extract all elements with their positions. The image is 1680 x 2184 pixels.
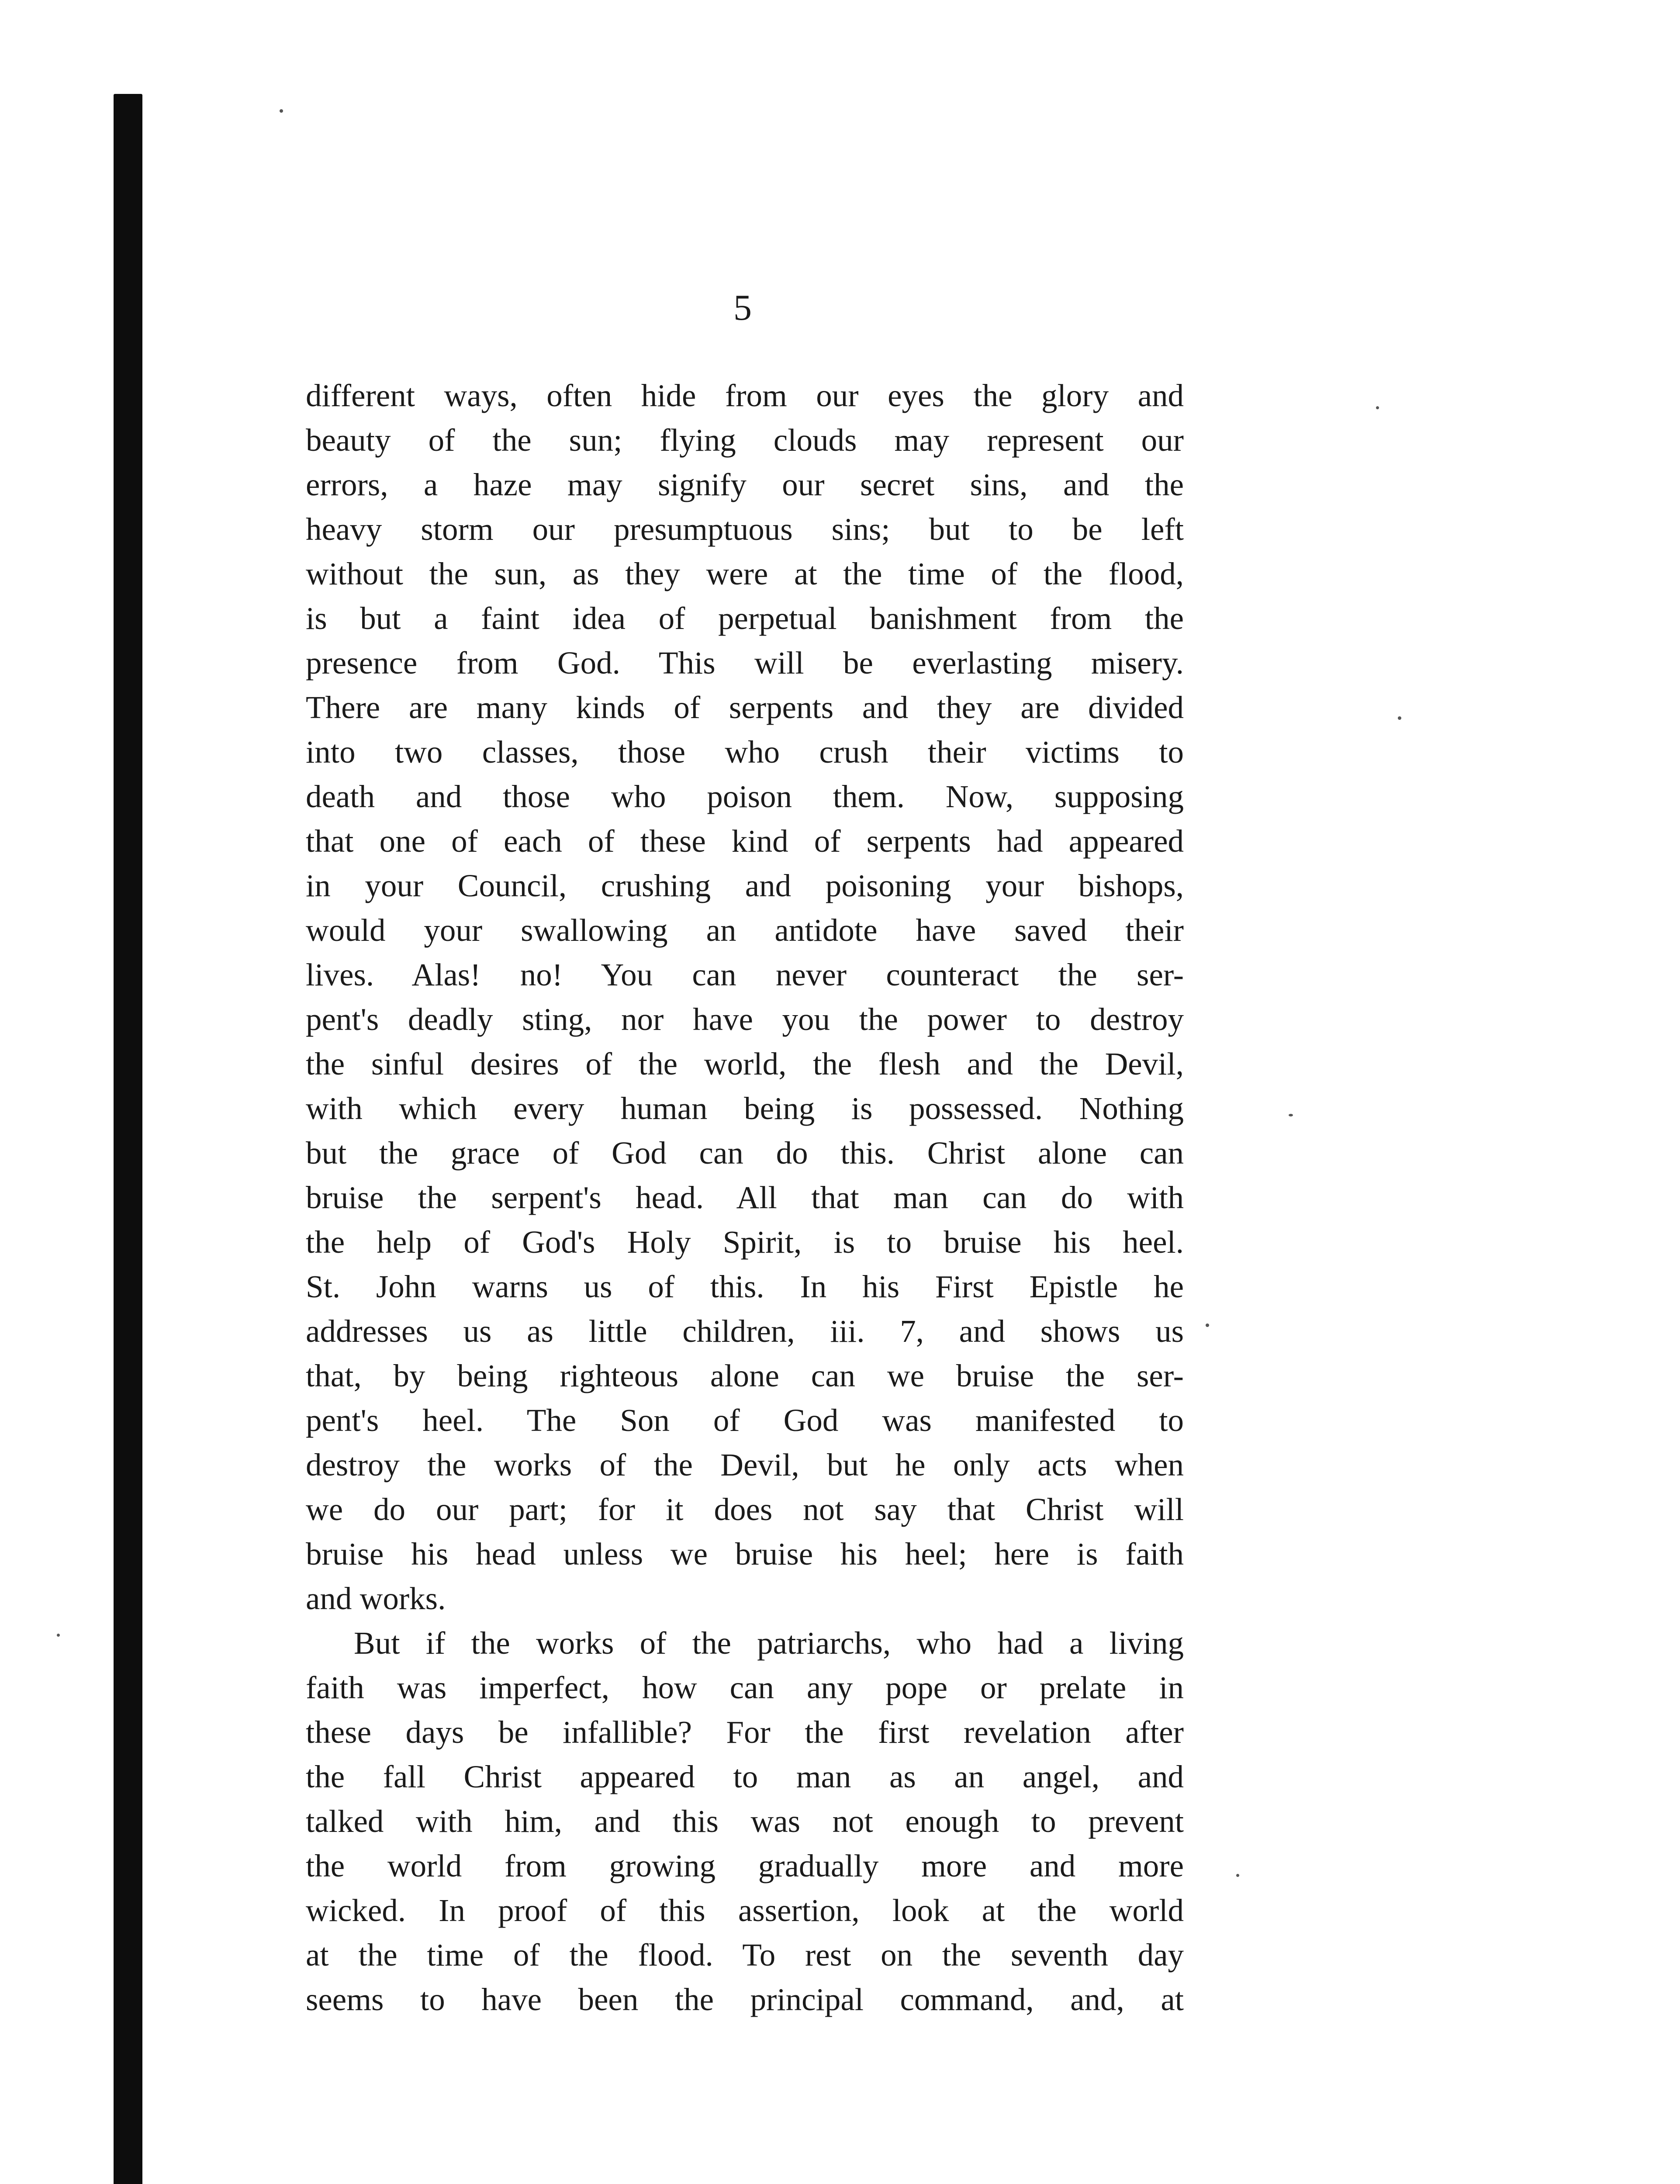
- text-line: at the time of the flood. To rest on the seventh day: [306, 1937, 1184, 1973]
- text-line: beauty of the sun; flying clouds may represent our: [306, 422, 1184, 458]
- text-line: and works.: [306, 1581, 446, 1616]
- text-line: wicked. In proof of this assertion, look at the world: [306, 1893, 1184, 1928]
- text-line: presence from God. This will be everlasting misery.: [306, 645, 1184, 681]
- text-line: that, by being righteous alone can we bruise the ser-: [306, 1358, 1184, 1393]
- scan-speck: [57, 1634, 60, 1637]
- binding-edge: [114, 94, 142, 2184]
- text-line: bruise the serpent's head. All that man can do with: [306, 1180, 1184, 1215]
- paragraph-2: [306, 1621, 1184, 2022]
- text-line: pent's deadly sting, nor have you the power to destroy: [306, 1002, 1184, 1037]
- text-line: we do our part; for it does not say that Christ will: [306, 1492, 1184, 1527]
- text-line: that one of each of these kind of serpents had appeared: [306, 823, 1184, 859]
- paragraph-1: [306, 373, 1184, 1621]
- page-number: 5: [733, 287, 752, 328]
- scan-speck: [1398, 716, 1401, 720]
- scan-speck: [1289, 1114, 1293, 1116]
- text-line: heavy storm our presumptuous sins; but to be left: [306, 511, 1184, 547]
- body-text: [306, 373, 1184, 2022]
- text-line: There are many kinds of serpents and they are divided: [306, 690, 1184, 725]
- text-line: But if the works of the patriarchs, who had a living: [354, 1625, 1184, 1661]
- text-line: the world from growing gradually more and more: [306, 1848, 1184, 1883]
- text-line: bruise his head unless we bruise his heel; here is faith: [306, 1536, 1184, 1572]
- text-line: the help of God's Holy Spirit, is to bruise his heel.: [306, 1224, 1184, 1260]
- text-line: errors, a haze may signify our secret sins, and the: [306, 467, 1184, 502]
- text-line: death and those who poison them. Now, supposing: [306, 779, 1184, 814]
- text-line: into two classes, those who crush their victims to: [306, 734, 1184, 770]
- text-line: lives. Alas! no! You can never counteract the ser-: [306, 957, 1184, 992]
- text-line: would your swallowing an antidote have saved their: [306, 912, 1184, 948]
- scan-speck: [1236, 1874, 1239, 1877]
- text-line: these days be infallible? For the first revelation after: [306, 1714, 1184, 1750]
- text-line: seems to have been the principal command, and, at: [306, 1982, 1184, 2017]
- text-line: pent's heel. The Son of God was manifested to: [306, 1403, 1184, 1438]
- text-line: the fall Christ appeared to man as an angel, and: [306, 1759, 1184, 1794]
- text-line: different ways, often hide from our eyes the glory and: [306, 378, 1184, 413]
- text-line: the sinful desires of the world, the flesh and the Devil,: [306, 1046, 1184, 1082]
- scan-speck: [1206, 1324, 1209, 1327]
- text-line: with which every human being is possessed. Nothing: [306, 1091, 1184, 1126]
- text-line: faith was imperfect, how can any pope or prelate in: [306, 1670, 1184, 1705]
- text-line: without the sun, as they were at the time of the flood,: [306, 556, 1184, 591]
- scan-speck: [1376, 406, 1379, 409]
- text-line: but the grace of God can do this. Christ alone can: [306, 1135, 1184, 1171]
- text-line: in your Council, crushing and poisoning your bishops,: [306, 868, 1184, 903]
- text-line: is but a faint idea of perpetual banishment from the: [306, 601, 1184, 636]
- text-line: addresses us as little children, iii. 7, and shows us: [306, 1313, 1184, 1349]
- text-line: St. John warns us of this. In his First Epistle he: [306, 1269, 1184, 1304]
- text-line: destroy the works of the Devil, but he only acts when: [306, 1447, 1184, 1482]
- text-line: talked with him, and this was not enough to prevent: [306, 1804, 1184, 1839]
- scan-speck: [280, 109, 283, 113]
